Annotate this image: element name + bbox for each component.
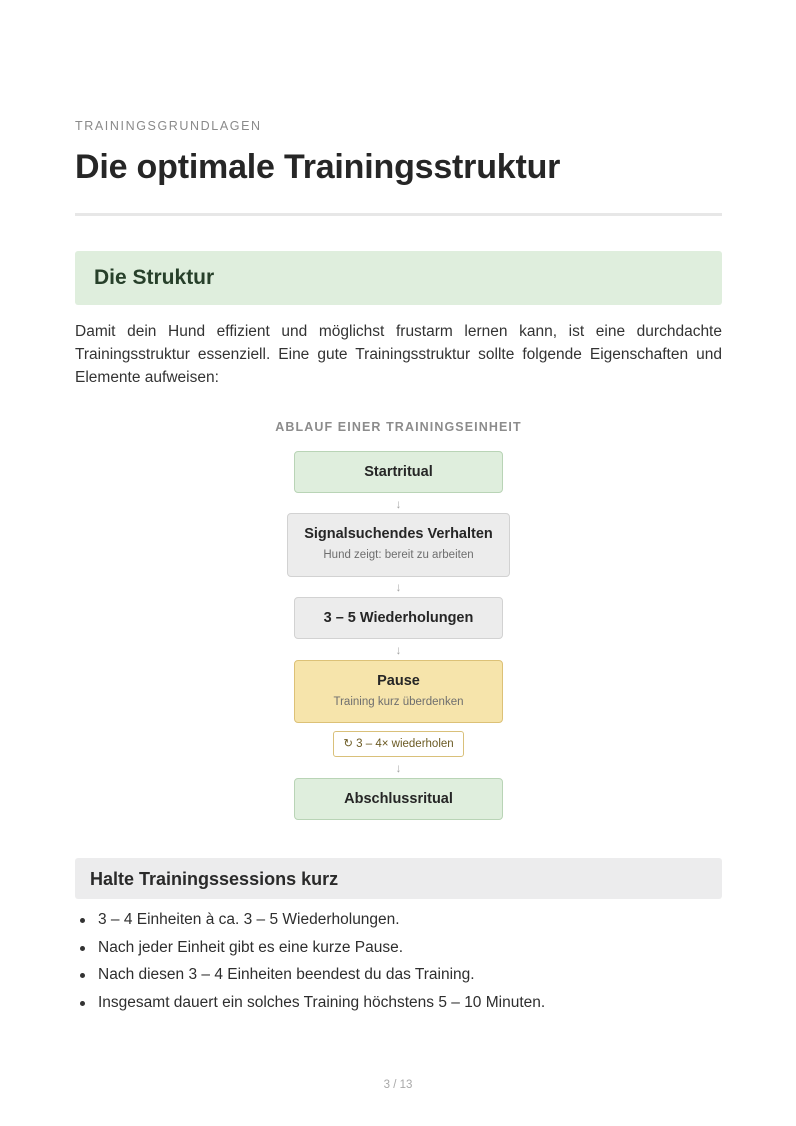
bullet-icon — [80, 973, 85, 978]
flow-arrow-icon: ↓ — [395, 643, 402, 657]
list-item-text: Nach jeder Einheit gibt es eine kurze Pause. — [98, 938, 404, 956]
section-heading: Die Struktur — [94, 266, 215, 289]
list-item — [75, 937, 545, 965]
title-divider — [75, 213, 722, 216]
list-item-text: Nach diesen 3 – 4 Einheiten beendest du das Training. — [98, 966, 475, 983]
flow-arrow-icon: ↓ — [395, 497, 402, 511]
subsection-heading: Halte Trainingssessions kurz — [90, 869, 339, 889]
page-title: Die optimale Trainingsstruktur — [75, 148, 561, 186]
flow-step-abschlussritual — [294, 778, 503, 820]
list-item-text: 3 – 4 Einheiten à ca. 3 – 5 Wiederholungen. — [98, 911, 400, 928]
flow-step-signal — [287, 513, 510, 577]
flow-step-title: Startritual — [364, 464, 433, 480]
repeat-loop-badge: ↻ 3 – 4× wiederholen — [333, 731, 464, 757]
list-item-text: Insgesamt dauert ein solches Training höchstens 5 – 10 Minuten. — [98, 993, 546, 1011]
flow-step-title: 3 – 5 Wiederholungen — [323, 610, 474, 626]
flow-step-repetitions — [294, 597, 503, 639]
page-number: 3 / 13 — [383, 1079, 413, 1091]
flow-arrow-icon: ↓ — [395, 761, 402, 775]
flow-step-title: Abschlussritual — [344, 791, 453, 807]
bullet-icon — [80, 918, 85, 923]
bullet-icon — [80, 1001, 85, 1006]
flow-step-title: Signalsuchendes Verhalten — [304, 526, 493, 542]
list-item — [75, 909, 545, 937]
intro-paragraph: Damit dein Hund effizient und möglichst frustarm lernen kann, ist eine durchdachte Trainingsstruktur essenziell. Eine gute Trainingsstruktur sollte folgende Eigenschaften und Elemente aufweisen: — [75, 323, 722, 386]
section-heading-box — [75, 251, 722, 305]
list-item — [75, 992, 545, 1020]
flow-arrow-icon: ↓ — [395, 580, 402, 594]
bullet-list — [75, 909, 545, 1019]
flow-step-subtitle: Training kurz überdenken — [333, 696, 464, 708]
flow-step-startritual — [294, 451, 503, 493]
flow-step-pause — [294, 660, 503, 723]
eyebrow-label: TRAININGSGRUNDLAGEN — [75, 119, 262, 133]
flow-step-title: Pause — [377, 673, 420, 689]
list-item — [75, 964, 545, 992]
subsection-heading-box — [75, 858, 722, 899]
flowchart-caption: ABLAUF EINER TRAININGSEINHEIT — [275, 420, 522, 434]
bullet-icon — [80, 946, 85, 951]
flow-step-subtitle: Hund zeigt: bereit zu arbeiten — [323, 549, 474, 561]
